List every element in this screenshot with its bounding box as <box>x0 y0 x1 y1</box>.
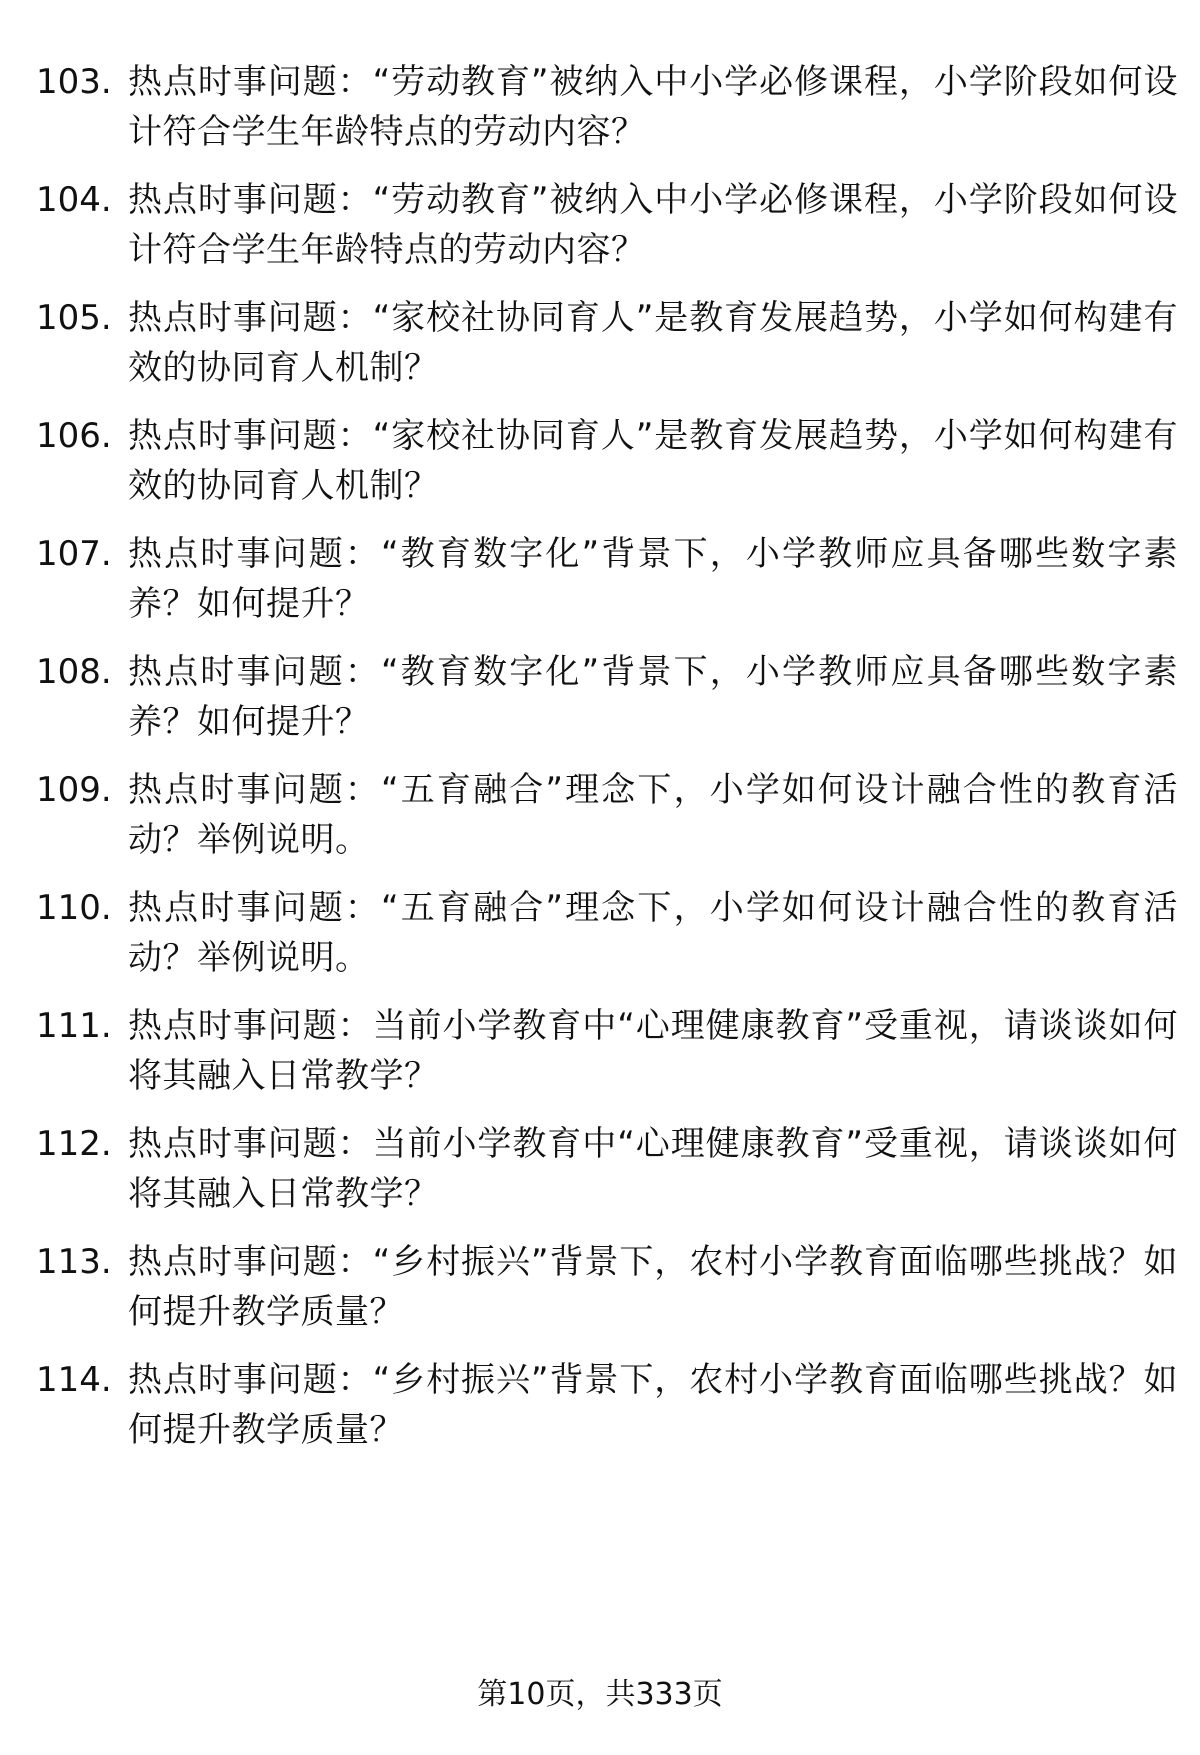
question-number: 104. <box>36 180 112 220</box>
question-number: 110. <box>36 888 112 928</box>
question-text: 热点时事问题：“五育融合”理念下，小学如何设计融合性的教育活动？举例说明。 <box>128 888 1178 978</box>
question-text: 热点时事问题：当前小学教育中“心理健康教育”受重视，请谈谈如何将其融入日常教学？ <box>128 1124 1178 1214</box>
page-footer: 第10页，共333页 <box>477 1677 723 1712</box>
question-text: 热点时事问题：“劳动教育”被纳入中小学必修课程，小学阶段如何设计符合学生年龄特点的劳动内容？ <box>128 62 1178 152</box>
question-number: 113. <box>36 1242 112 1282</box>
question-text: 热点时事问题：“五育融合”理念下，小学如何设计融合性的教育活动？举例说明。 <box>128 770 1178 860</box>
question-number: 105. <box>36 298 112 338</box>
question-text: 热点时事问题：“劳动教育”被纳入中小学必修课程，小学阶段如何设计符合学生年龄特点的劳动内容？ <box>128 180 1178 270</box>
question-number: 107. <box>36 534 112 574</box>
question-number: 103. <box>36 62 112 102</box>
question-text: 热点时事问题：“家校社协同育人”是教育发展趋势，小学如何构建有效的协同育人机制？ <box>128 298 1178 388</box>
question-text: 热点时事问题：当前小学教育中“心理健康教育”受重视，请谈谈如何将其融入日常教学？ <box>128 1006 1178 1096</box>
question-number: 106. <box>36 416 112 456</box>
question-text: 热点时事问题：“教育数字化”背景下，小学教师应具备哪些数字素养？如何提升？ <box>128 652 1178 742</box>
question-text: 热点时事问题：“乡村振兴”背景下，农村小学教育面临哪些挑战？如何提升教学质量？ <box>128 1242 1178 1332</box>
question-number: 111. <box>36 1006 112 1046</box>
question-number: 108. <box>36 652 112 692</box>
question-number: 112. <box>36 1124 112 1164</box>
question-text: 热点时事问题：“教育数字化”背景下，小学教师应具备哪些数字素养？如何提升？ <box>128 534 1178 624</box>
question-text: 热点时事问题：“乡村振兴”背景下，农村小学教育面临哪些挑战？如何提升教学质量？ <box>128 1360 1178 1450</box>
question-number: 109. <box>36 770 112 810</box>
question-text: 热点时事问题：“家校社协同育人”是教育发展趋势，小学如何构建有效的协同育人机制？ <box>128 416 1178 506</box>
question-number: 114. <box>36 1360 112 1400</box>
